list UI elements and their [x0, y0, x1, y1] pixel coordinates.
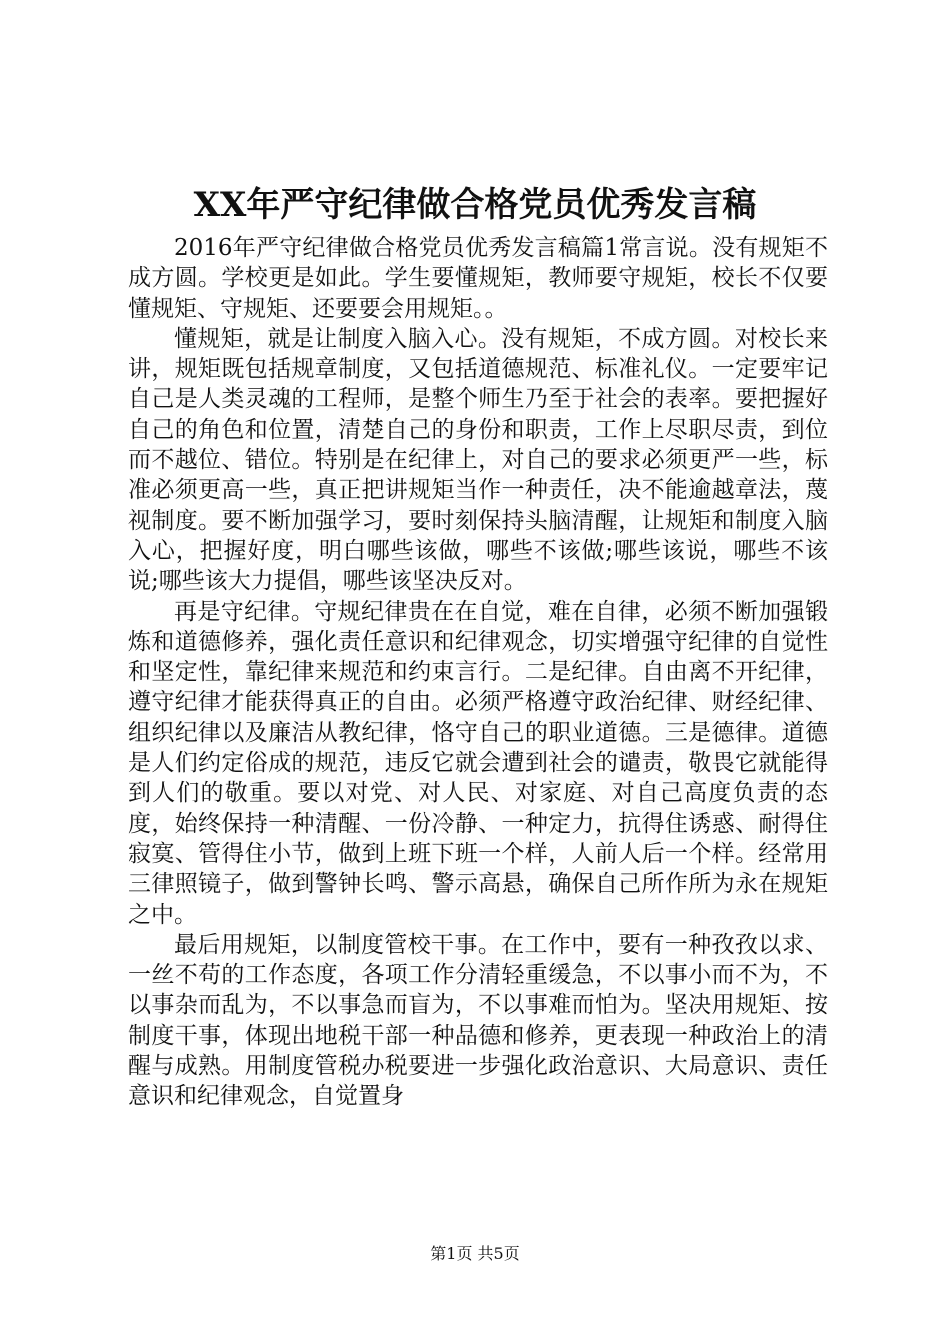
document-body [128, 233, 828, 1112]
paragraph: 懂规矩，就是让制度入脑入心。没有规矩，不成方圆。对校长来讲，规矩既包括规章制度，又包括道德规范、标准礼仪。一定要牢记自己是人类灵魂的工程师，是整个师生乃至于社会的表率。要把握好自己的角色和位置，清楚自己的身份和职责，工作上尽职尽责，到位而不越位、错位。特别是在纪律上，对自己的要求必须更严一些，标准必须更高一些，真正把讲规矩当作一种责任，决不能逾越章法，蔑视制度。要不断加强学习，要时刻保持头脑清醒，让规矩和制度入脑入心，把握好度，明白哪些该做，哪些不该做;哪些该说，哪些不该说;哪些该大力提倡，哪些该坚决反对。 [128, 325, 828, 595]
paragraph: 最后用规矩，以制度管校干事。在工作中，要有一种孜孜以求、一丝不苟的工作态度，各项工作分清轻重缓急，不以事小而不为，不以事杂而乱为，不以事急而盲为，不以事难而怕为。坚决用规矩、按制度干事，体现出地税干部一种品德和修养，更表现一种政治上的清醒与成熟。用制度管税办税要进一步强化政治意识、大局意识、责任意识和纪律观念，自觉置身 [128, 931, 828, 1110]
paragraph: 再是守纪律。守规纪律贵在在自觉，难在自律，必须不断加强锻炼和道德修养，强化责任意识和纪律观念，切实增强守纪律的自觉性和坚定性，靠纪律来规范和约束言行。二是纪律。自由离不开纪律，遵守纪律才能获得真正的自由。必须严格遵守政治纪律、财经纪律、组织纪律以及廉洁从教纪律，恪守自己的职业道德。三是德律。道德是人们约定俗成的规范，违反它就会遭到社会的谴责，敬畏它就能得到人们的敬重。要以对党、对人民、对家庭、对自己高度负责的态度，始终保持一种清醒、一份冷静、一种定力，抗得住诱惑、耐得住寂寞、管得住小节，做到上班下班一个样，人前人后一个样。经常用三律照镜子，做到警钟长鸣、警示高悬，确保自己所作所为永在规矩之中。 [128, 598, 828, 928]
paragraph: 2016年严守纪律做合格党员优秀发言稿篇1常言说。没有规矩不成方圆。学校更是如此。学生要懂规矩，教师要守规矩，校长不仅要懂规矩、守规矩、还要要会用规矩。。 [128, 235, 828, 322]
document-title: XX年严守纪律做合格党员优秀发言稿 [193, 185, 757, 225]
page-number-footer: 第1页 共5页 [430, 1244, 520, 1263]
